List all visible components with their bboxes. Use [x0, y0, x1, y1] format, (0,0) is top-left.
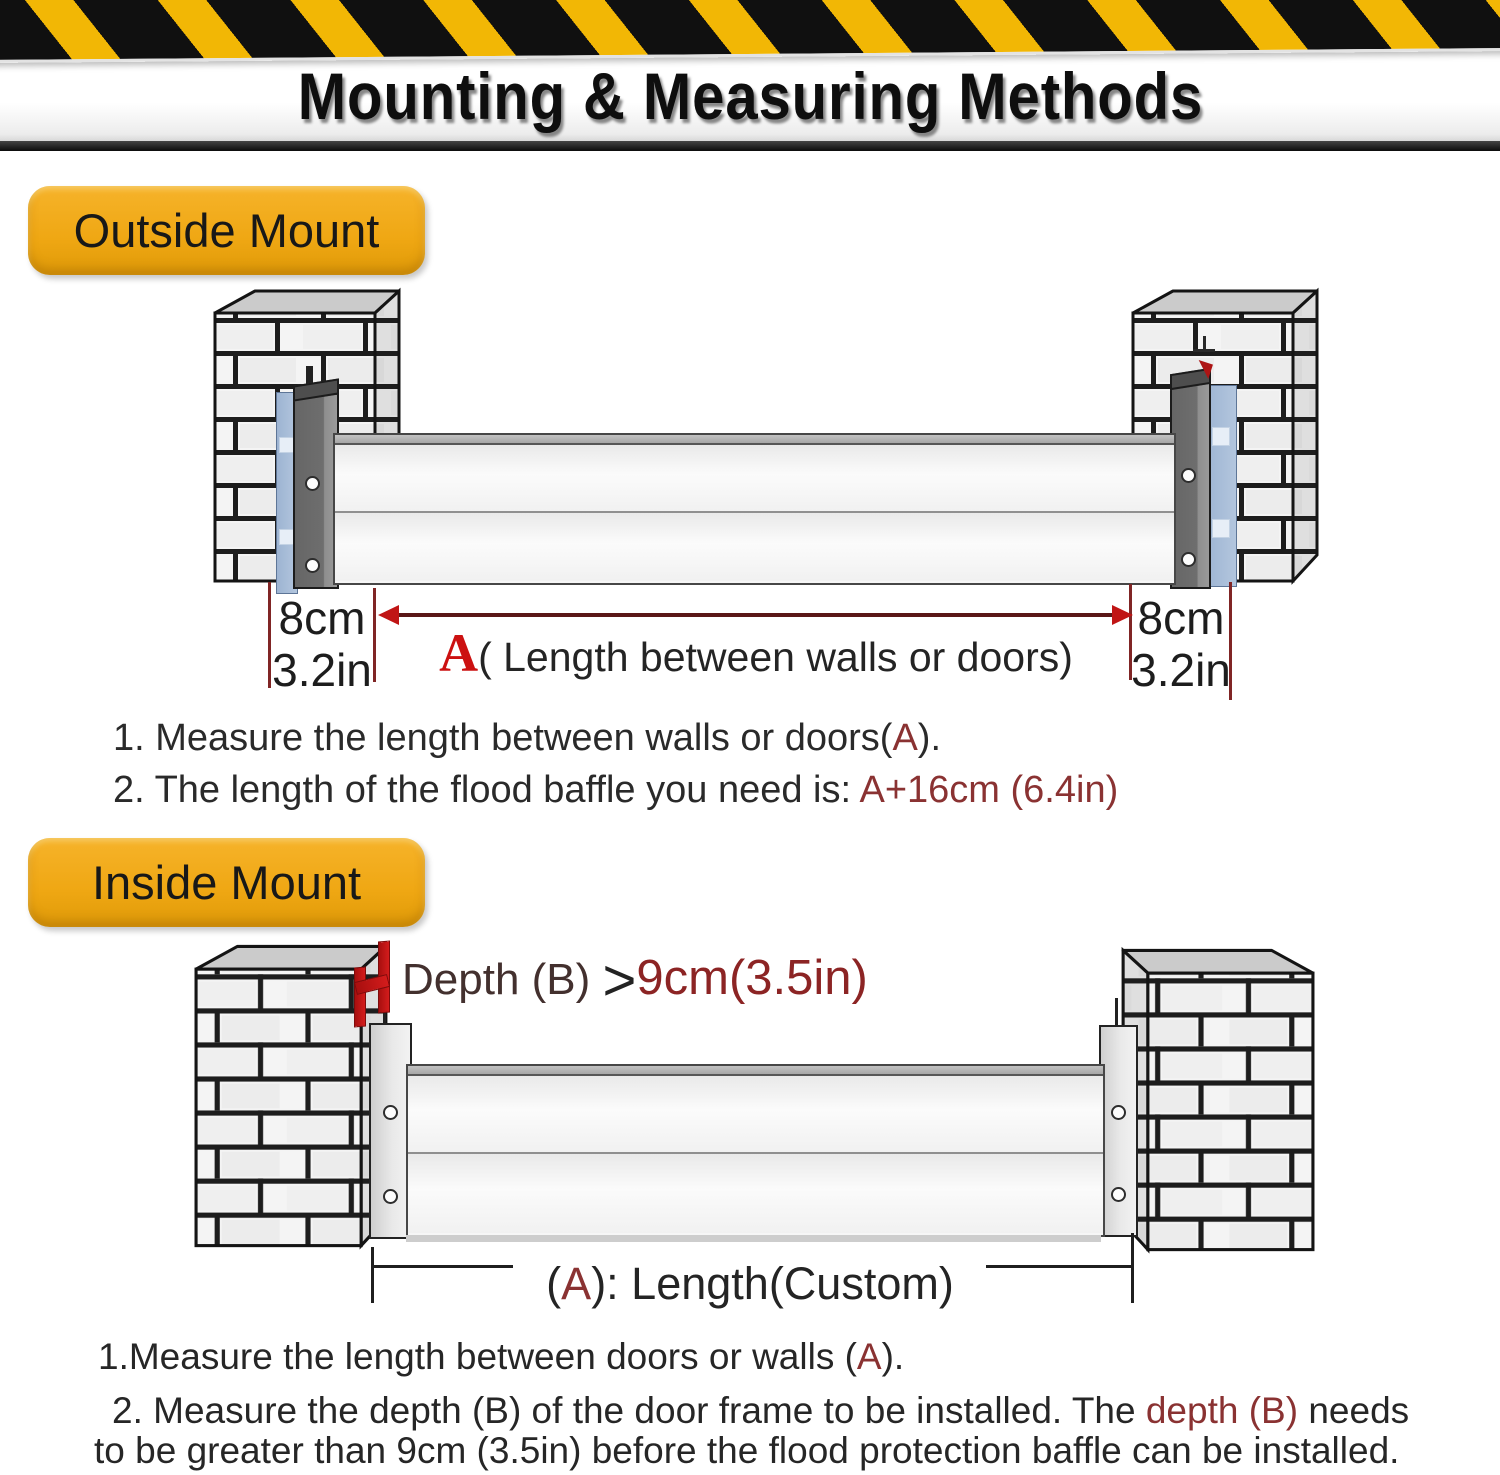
- dim-a-letter: A: [439, 623, 479, 683]
- screw-hole: [1181, 552, 1196, 567]
- depth-marker-bar: [355, 968, 365, 1027]
- dim-line-left: [373, 1265, 513, 1268]
- wall-mark: [1203, 336, 1206, 350]
- dim-in: 3.2in: [1131, 644, 1231, 697]
- dim-a-letter: A: [561, 1258, 592, 1309]
- dim-tick: [1131, 1233, 1134, 1303]
- dim-line-right: [986, 1265, 1133, 1268]
- inside-step-2-continued: to be greater than 9cm (3.5in) before the flood protection baffle can be installed.: [94, 1430, 1400, 1471]
- strip-slot: [279, 437, 294, 453]
- flood-barrier-inside: [406, 1064, 1105, 1237]
- barrier-shadow: [406, 1235, 1101, 1242]
- screw-hole: [1111, 1105, 1126, 1120]
- inside-step-1: 1.Measure the length between doors or walls (A).: [98, 1336, 905, 1377]
- depth-annotation: [402, 948, 868, 1013]
- dim-cm: 8cm: [278, 592, 366, 644]
- page-title: Mounting & Measuring Methods: [297, 59, 1203, 133]
- strip-slot: [279, 529, 294, 545]
- caution-tape-stripe: [0, 0, 1500, 63]
- barrier-panel: [408, 1076, 1103, 1154]
- dim-label-left: [262, 592, 382, 697]
- screw-hole: [383, 1189, 398, 1204]
- depth-text: Depth (B): [402, 955, 603, 1004]
- depth-value: 9cm(3.5in): [636, 951, 868, 1005]
- barrier-panel: [408, 1154, 1103, 1233]
- screw-hole: [305, 476, 320, 491]
- strip-slot: [1212, 519, 1230, 538]
- barrier-panel: [335, 513, 1174, 581]
- barrier-top-edge: [335, 435, 1174, 445]
- outside-mount-badge: [28, 186, 425, 275]
- outside-mount-badge-label: Outside Mount: [73, 204, 380, 257]
- flood-barrier-outside: [333, 433, 1176, 585]
- screw-hole: [1111, 1187, 1126, 1202]
- greater-than-sign: >: [602, 948, 637, 1013]
- header-divider: [0, 141, 1500, 151]
- channel-pin: [1115, 998, 1118, 1028]
- inside-dim-label: (A): Length(Custom): [546, 1258, 954, 1309]
- inside-mount-badge-label: Inside Mount: [91, 856, 362, 909]
- strip-slot: [1212, 427, 1230, 446]
- dim-a-text: ( Length between walls or doors): [478, 634, 1073, 680]
- outside-step-2: 2. The length of the flood baffle you need is: A+16cm (6.4in): [113, 769, 1119, 811]
- brick-pillar-inside-right: [1119, 943, 1315, 1255]
- dim-tick: [371, 1247, 374, 1303]
- dim-arrow-line: [396, 613, 1114, 617]
- screw-hole: [383, 1105, 398, 1120]
- dim-label-a: [390, 622, 1122, 684]
- outside-steps: [113, 712, 1118, 816]
- dim-in: 3.2in: [272, 644, 372, 697]
- inside-mount-badge: [28, 838, 425, 927]
- dim-cm: 8cm: [1137, 592, 1225, 644]
- dim-label-right: [1124, 592, 1238, 697]
- barrier-top-edge: [408, 1066, 1103, 1076]
- mounting-channel-outside-right: [1170, 382, 1211, 589]
- barrier-panel: [335, 445, 1174, 513]
- screw-hole: [1181, 468, 1196, 483]
- inside-step-2: 2. Measure the depth (B) of the door frame to be installed. The depth (B) needs: [112, 1390, 1410, 1431]
- screw-hole: [305, 558, 320, 573]
- outside-step-1: 1. Measure the length between walls or doors(A).: [113, 717, 942, 759]
